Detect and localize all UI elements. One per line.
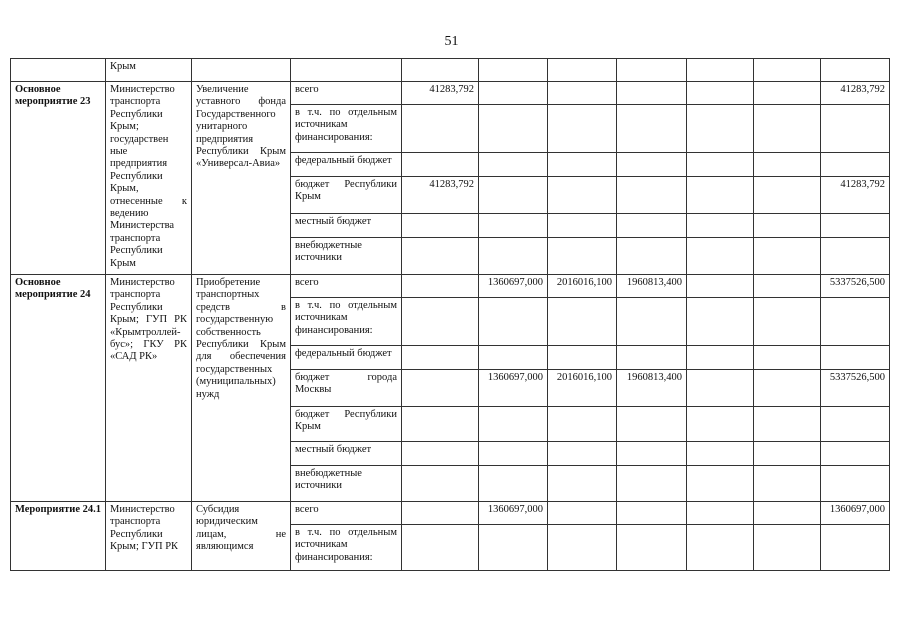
value-cell [754, 238, 821, 275]
value-cell [617, 105, 687, 153]
value-cell [479, 407, 548, 442]
value-cell [548, 153, 617, 177]
source-cell: всего [291, 275, 402, 298]
value-cell [617, 346, 687, 370]
value-cell [402, 502, 479, 525]
executor-cell: Министерство транспорта Республики Крым; ГУП РК [106, 502, 192, 571]
source-cell: всего [291, 502, 402, 525]
value-cell: 1360697,000 [479, 275, 548, 298]
value-cell [479, 214, 548, 238]
value-cell [754, 442, 821, 466]
source-cell: в т.ч. по отдельным источникам финансирования: [291, 298, 402, 346]
source-cell: в т.ч. по отдельным источникам финансирования: [291, 105, 402, 153]
value-cell [479, 238, 548, 275]
value-cell [548, 238, 617, 275]
value-cell [402, 214, 479, 238]
value-cell [687, 466, 754, 502]
value-cell [754, 214, 821, 238]
value-cell [402, 370, 479, 407]
value-cell [687, 105, 754, 153]
value-cell: 1960813,400 [617, 370, 687, 407]
value-cell [617, 466, 687, 502]
description-cell: Увеличение уставного фонда Государственного унитарного предприятия Республики Крым «Универсал-Авиа» [192, 82, 291, 275]
value-cell [754, 153, 821, 177]
value-cell [479, 177, 548, 214]
value-cell [402, 466, 479, 502]
value-cell [617, 238, 687, 275]
source-cell: федеральный бюджет [291, 153, 402, 177]
value-cell [479, 442, 548, 466]
source-cell: федеральный бюджет [291, 346, 402, 370]
value-cell [687, 525, 754, 571]
source-cell: местный бюджет [291, 442, 402, 466]
measure-title: Мероприятие 24.1 [11, 502, 106, 571]
value-cell [687, 346, 754, 370]
source-cell: местный бюджет [291, 214, 402, 238]
source-cell: всего [291, 82, 402, 105]
value-cell [754, 502, 821, 525]
value-cell [548, 177, 617, 214]
value-cell [617, 502, 687, 525]
value-cell [754, 82, 821, 105]
value-cell [754, 105, 821, 153]
value-cell [617, 82, 687, 105]
value-cell [479, 82, 548, 105]
table-row [11, 502, 890, 525]
value-cell [687, 442, 754, 466]
value-cell [754, 298, 821, 346]
total-cell [821, 214, 890, 238]
description-cell: Субсидия юридическим лицам, не являющимся [192, 502, 291, 571]
source-cell: внебюджетные источники [291, 466, 402, 502]
value-cell [402, 275, 479, 298]
value-cell [617, 525, 687, 571]
value-cell: 2016016,100 [548, 275, 617, 298]
value-cell [617, 442, 687, 466]
total-cell [821, 105, 890, 153]
total-cell: 41283,792 [821, 177, 890, 214]
value-cell [402, 153, 479, 177]
value-cell [548, 525, 617, 571]
executor-cell: Министерство транспорта Республики Крым; ГУП РК «Крымтроллей-бус»; ГКУ РК «САД РК» [106, 275, 192, 502]
value-cell [402, 525, 479, 571]
value-cell [479, 525, 548, 571]
value-cell [687, 275, 754, 298]
value-cell [548, 407, 617, 442]
value-cell [754, 275, 821, 298]
total-cell [821, 298, 890, 346]
table-row-continuation [11, 59, 890, 82]
value-cell [402, 105, 479, 153]
value-cell [548, 502, 617, 525]
value-cell [548, 105, 617, 153]
source-cell: бюджет города Москвы [291, 370, 402, 407]
value-cell [754, 370, 821, 407]
source-cell: бюджет Республики Крым [291, 177, 402, 214]
value-cell [617, 177, 687, 214]
value-cell [754, 177, 821, 214]
value-cell [687, 407, 754, 442]
value-cell: 41283,792 [402, 177, 479, 214]
value-cell [548, 82, 617, 105]
value-cell [754, 466, 821, 502]
value-cell [617, 153, 687, 177]
total-cell [821, 238, 890, 275]
total-cell: 5337526,500 [821, 275, 890, 298]
value-cell: 1360697,000 [479, 370, 548, 407]
total-cell: 5337526,500 [821, 370, 890, 407]
total-cell [821, 525, 890, 571]
value-cell: 41283,792 [402, 82, 479, 105]
value-cell [548, 214, 617, 238]
total-cell: 41283,792 [821, 82, 890, 105]
value-cell [548, 298, 617, 346]
table-row [11, 275, 890, 298]
value-cell [548, 346, 617, 370]
value-cell [687, 238, 754, 275]
measure-title: Основное мероприятие 24 [11, 275, 106, 502]
value-cell [402, 298, 479, 346]
value-cell [479, 346, 548, 370]
value-cell [687, 214, 754, 238]
value-cell [617, 407, 687, 442]
financing-table [10, 58, 890, 571]
executor-cell: Министерство транспорта Республики Крым; государствен ные предприятия Республики Крым, отнесенные к ведению Министерства транспорта Республики Крым [106, 82, 192, 275]
value-cell [754, 346, 821, 370]
value-cell [687, 502, 754, 525]
page-number: 51 [444, 34, 459, 49]
total-cell [821, 346, 890, 370]
value-cell [754, 407, 821, 442]
value-cell [479, 153, 548, 177]
value-cell [754, 525, 821, 571]
value-cell [617, 298, 687, 346]
total-cell [821, 407, 890, 442]
value-cell [687, 82, 754, 105]
value-cell [548, 466, 617, 502]
value-cell [687, 298, 754, 346]
value-cell [402, 238, 479, 275]
total-cell [821, 153, 890, 177]
value-cell: 1960813,400 [617, 275, 687, 298]
value-cell [617, 214, 687, 238]
total-cell: 1360697,000 [821, 502, 890, 525]
value-cell: 1360697,000 [479, 502, 548, 525]
value-cell [402, 407, 479, 442]
executor-cell: Крым [106, 59, 192, 82]
total-cell [821, 442, 890, 466]
value-cell [402, 442, 479, 466]
source-cell: бюджет Республики Крым [291, 407, 402, 442]
source-cell: внебюджетные источники [291, 238, 402, 275]
description-cell: Приобретение транспортных средств в государственную собственность Республики Крым для обеспечения государственных (муниципальных) нужд [192, 275, 291, 502]
value-cell [479, 466, 548, 502]
total-cell [821, 466, 890, 502]
value-cell [479, 105, 548, 153]
value-cell [687, 177, 754, 214]
value-cell [479, 298, 548, 346]
source-cell: в т.ч. по отдельным источникам финансирования: [291, 525, 402, 571]
table-row [11, 82, 890, 105]
measure-title: Основное мероприятие 23 [11, 82, 106, 275]
value-cell [687, 153, 754, 177]
value-cell [548, 442, 617, 466]
value-cell [687, 370, 754, 407]
value-cell: 2016016,100 [548, 370, 617, 407]
value-cell [402, 346, 479, 370]
